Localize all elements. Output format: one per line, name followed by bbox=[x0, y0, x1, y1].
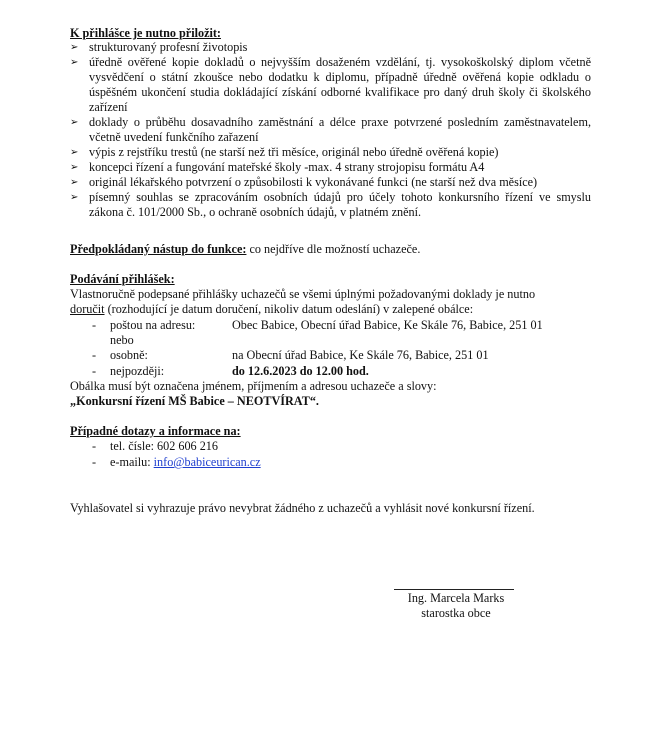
list-item bbox=[70, 55, 591, 115]
list-item bbox=[70, 160, 591, 175]
attachments-list bbox=[70, 40, 591, 220]
arrowhead-bullet-icon: ➢ bbox=[70, 162, 79, 173]
list-item-text: úředně ověřené kopie dokladů o nejvyšším dosaženém vzdělání, tj. vysokoškolský diplom včetně vysvědčení o státní zkoušce nebo dodatku k diplomu, případně úředně ověřená kopie odkladu o úspěšném ukončení studia dokládající získání odborné kvalifikace pro daný druh školy či školského zařízení bbox=[89, 55, 591, 114]
submission-intro-line1: Vlastnoručně podepsané přihlášky uchazečů se všemi úplnými požadovanými doklady je nutno bbox=[70, 287, 536, 301]
row-label: nejpozději: bbox=[110, 364, 165, 378]
email-link[interactable]: info@babiceurican.cz bbox=[153, 455, 261, 469]
list-item bbox=[70, 145, 591, 160]
signature-role: starostka obce bbox=[421, 606, 491, 620]
submission-heading: Podávání přihlášek: bbox=[70, 272, 175, 286]
list-item bbox=[70, 190, 591, 220]
envelope-note: Obálka musí být označena jménem, příjmením a adresou uchazeče a slovy: bbox=[70, 379, 437, 393]
list-item bbox=[70, 115, 591, 145]
or-word: nebo bbox=[110, 333, 134, 347]
list-item-text: originál lékařského potvrzení o způsobilosti k vykonávané funkci (ne starší než dva měsíce) bbox=[89, 175, 538, 189]
arrowhead-bullet-icon: ➢ bbox=[70, 177, 79, 188]
dash-bullet: - bbox=[92, 455, 97, 469]
dash-bullet: - bbox=[92, 318, 97, 332]
signature-name: Ing. Marcela Marks bbox=[407, 591, 505, 605]
arrowhead-bullet-icon: ➢ bbox=[70, 42, 79, 53]
dash-bullet: - bbox=[92, 364, 97, 378]
deadline-value: do 12.6.2023 do 12.00 hod. bbox=[232, 364, 369, 378]
list-item bbox=[70, 40, 591, 55]
row-value: Obec Babice, Obecní úřad Babice, Ke Skále 76, Babice, 251 01 bbox=[232, 318, 543, 332]
start-paragraph bbox=[70, 242, 420, 257]
list-item-text: strukturovaný profesní životopis bbox=[89, 40, 248, 54]
arrowhead-bullet-icon: ➢ bbox=[70, 117, 79, 128]
start-heading: Předpokládaný nástup do funkce: bbox=[70, 242, 247, 256]
arrowhead-bullet-icon: ➢ bbox=[70, 192, 79, 203]
arrowhead-bullet-icon: ➢ bbox=[70, 57, 79, 68]
row-value: na Obecní úřad Babice, Ke Skále 76, Babice, 251 01 bbox=[232, 348, 489, 362]
row-label: poštou na adresu: bbox=[110, 318, 196, 332]
start-text: co nejdříve dle možností uchazeče. bbox=[246, 242, 421, 256]
email-prefix: e-mailu: bbox=[110, 455, 154, 469]
list-item-text: doklady o průběhu dosavadního zaměstnání a délce praxe potvrzené posledním zaměstnavatelem, včetně uvedení funkčního zařazení bbox=[89, 115, 591, 144]
envelope-label: „Konkursní řízení MŠ Babice – NEOTVÍRAT“. bbox=[70, 394, 319, 408]
list-item-text: výpis z rejstříku trestů (ne starší než tři měsíce, originál nebo úředně ověřená kopie) bbox=[89, 145, 499, 159]
phone-text: tel. čísle: 602 606 216 bbox=[110, 439, 218, 453]
attachments-heading: K přihlášce je nutno přiložit: bbox=[70, 26, 221, 40]
list-item-text: koncepci řízení a fungování mateřské školy -max. 4 strany strojopisu formátu A4 bbox=[89, 160, 485, 174]
email-line bbox=[110, 455, 261, 470]
deliver-word: doručit bbox=[70, 302, 105, 316]
submission-intro-rest: (rozhodující je datum doručení, nikoliv datum odeslání) v zalepené obálce: bbox=[104, 302, 474, 316]
dash-bullet: - bbox=[92, 348, 97, 362]
list-item bbox=[70, 175, 591, 190]
arrowhead-bullet-icon: ➢ bbox=[70, 147, 79, 158]
disclaimer-text: Vyhlašovatel si vyhrazuje právo nevybrat žádného z uchazečů a vyhlásit nové konkursní řízení. bbox=[70, 501, 535, 515]
row-label: osobně: bbox=[110, 348, 148, 362]
contact-heading: Případné dotazy a informace na: bbox=[70, 424, 241, 438]
dash-bullet: - bbox=[92, 439, 97, 453]
list-item-text: písemný souhlas se zpracováním osobních údajů pro účely tohoto konkursního řízení ve smyslu zákona č. 101/2000 Sb., o ochraně osobních údajů, v platném znění. bbox=[89, 190, 591, 219]
submission-intro-line2 bbox=[70, 302, 473, 317]
signature-line bbox=[394, 589, 514, 590]
